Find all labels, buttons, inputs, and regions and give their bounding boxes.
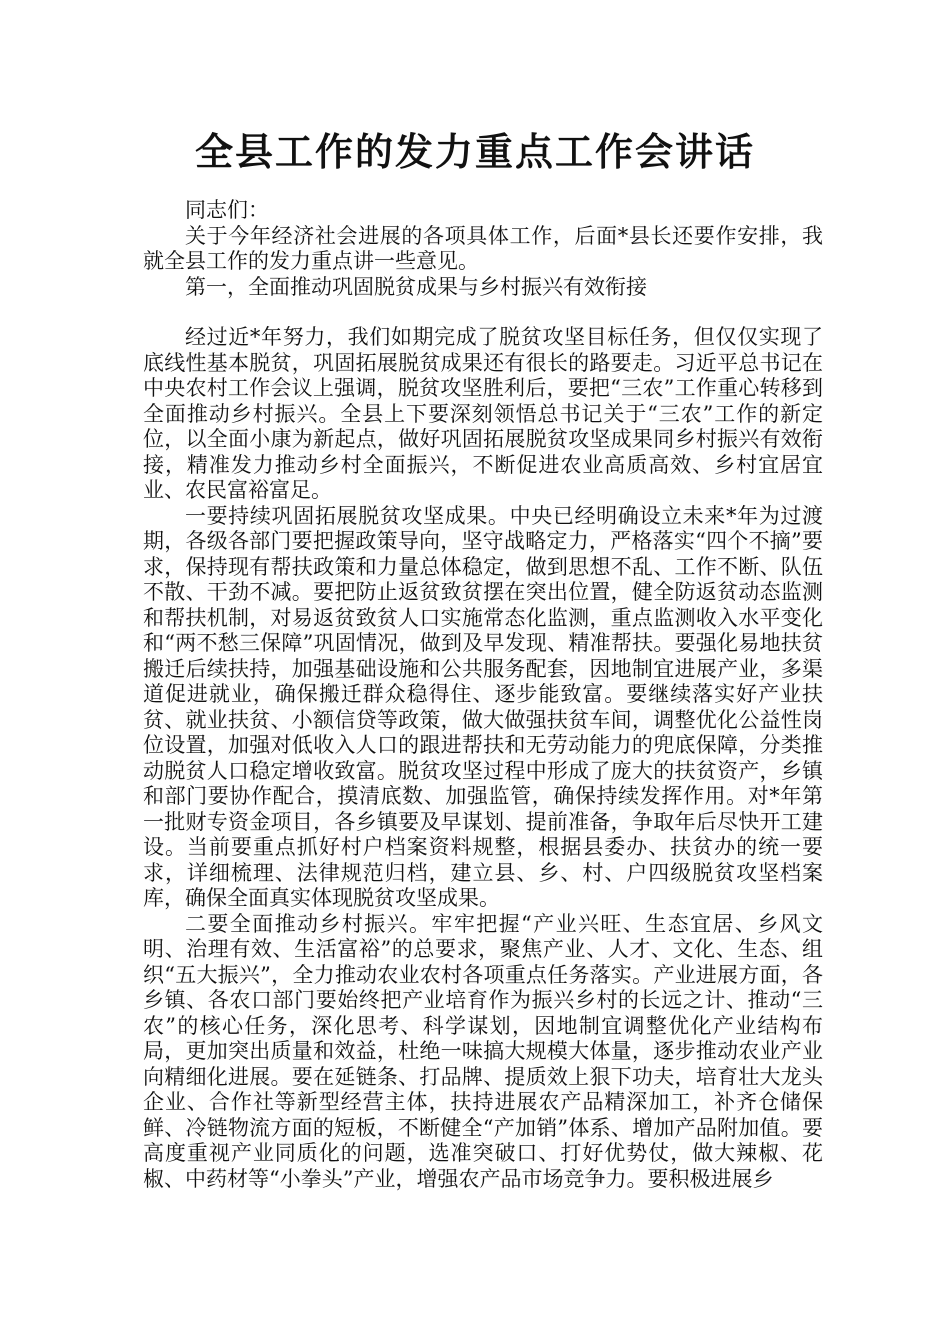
salutation: 同志们：	[185, 198, 269, 222]
body-paragraph: 二要全面推动乡村振兴。牢牢把握“产业兴旺、生态宜居、乡风文明、治理有效、生活富裕”的总要求，聚焦产业、人才、文化、生态、组织“五大振兴”，全力推动农业农村各项重点任务落实。产业进展方面，各乡镇、各农口部门要始终把产业培育作为振兴乡村的长远之计、推动“三农”的核心任务，深化思考、科学谋划，因地制宜调整优化产业结构布局，更加突出质量和效益，杜绝一味搞大规模大体量，逐步推动农业产业向精细化进展。要在延链条、打品牌、提质效上狠下功夫，培育壮大龙头企业、合作社等新型经营主体，扶持进展农产品精深加工，补齐仓储保鲜、冷链物流方面的短板，不断健全“产加销”体系、增加产品附加值。要高度重视产业同质化的问题，选准突破口、打好优势仗，做大辣椒、花椒、中药材等“小拳头”产业，增强农产品市场竞争力。要积极进展乡	[143, 911, 823, 1191]
body-paragraph: 一要持续巩固拓展脱贫攻坚成果。中央已经明确设立未来*年为过渡期，各级各部门要把握政策导向，坚守战略定力，严格落实“四个不摘”要求，保持现有帮扶政策和力量总体稳定，做到思想不乱、工作不断、队伍不散、干劲不减。要把防止返贫致贫摆在突出位置，健全防返贫动态监测和帮扶机制，对易返贫致贫人口实施常态化监测，重点监测收入水平变化和“两不愁三保障”巩固情况，做到及早发现、精准帮扶。要强化易地扶贫搬迁后续扶持，加强基础设施和公共服务配套，因地制宜进展产业，多渠道促进就业，确保搬迁群众稳得住、逐步能致富。要继续落实好产业扶贫、就业扶贫、小额信贷等政策，做大做强扶贫车间，调整优化公益性岗位设置，加强对低收入人口的跟进帮扶和无劳动能力的兜底保障，分类推动脱贫人口稳定增收致富。脱贫攻坚过程中形成了庞大的扶贫资产，乡镇和部门要协作配合，摸清底数、加强监管，确保持续发挥作用。对*年第一批财专资金项目，各乡镇要及早谋划、提前准备，争取年后尽快开工建设。当前要重点抓好村户档案资料规整，根据县委办、扶贫办的统一要求，详细梳理、法律规范归档，建立县、乡、村、户四级脱贫攻坚档案库，确保全面真实体现脱贫攻坚成果。	[143, 503, 823, 910]
document-title: 全县工作的发力重点工作会讲话	[194, 130, 755, 174]
document-body	[143, 198, 823, 1192]
body-paragraph: 经过近*年努力，我们如期完成了脱贫攻坚目标任务，但仅仅实现了底线性基本脱贫，巩固拓展脱贫成果还有很长的路要走。习近平总书记在中央农村工作会议上强调，脱贫攻坚胜利后，要把“三农”工作重心转移到全面推动乡村振兴。全县上下要深刻领悟总书记关于“三农”工作的新定位，以全面小康为新起点，做好巩固拓展脱贫攻坚成果同乡村振兴有效衔接，精准发力推动乡村全面振兴，不断促进农业高质高效、乡村宜居宜业、农民富裕富足。	[143, 325, 823, 502]
section-heading: 第一，全面推动巩固脱贫成果与乡村振兴有效衔接	[185, 274, 647, 299]
intro-paragraph: 关于今年经济社会进展的各项具体工作，后面*县长还要作安排，我就全县工作的发力重点讲一些意见。	[143, 223, 823, 273]
